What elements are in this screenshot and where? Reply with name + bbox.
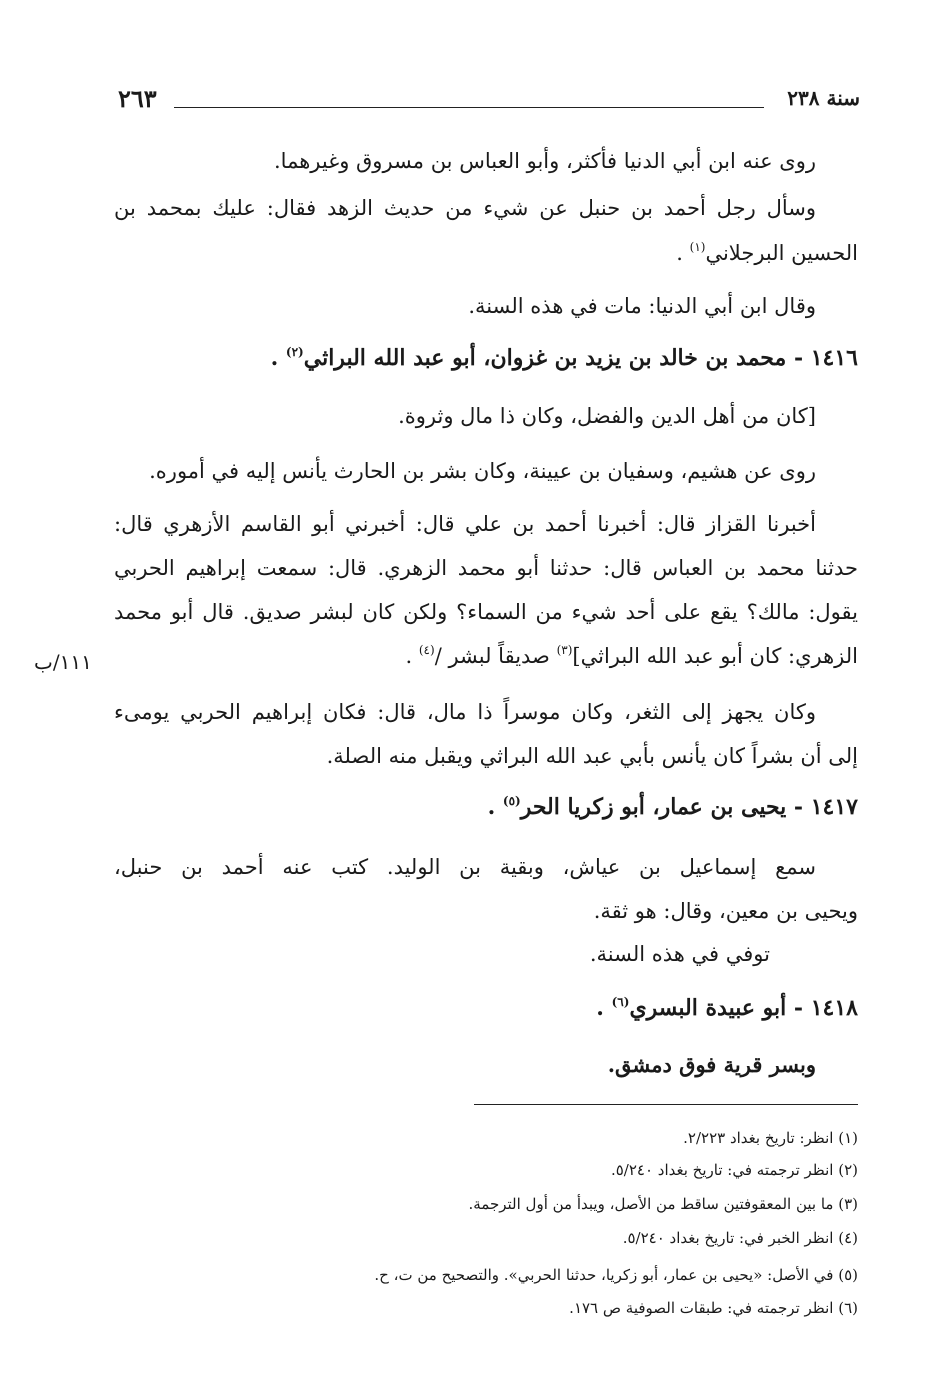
text-line: حدثنا محمد بن العباس قال: حدثنا أبو محمد الزهري. قال: سمعت إبراهيم الحربي	[114, 556, 858, 580]
footnote: (٦) انظر ترجمته في: طبقات الصوفية ص ١٧٦.	[569, 1299, 858, 1317]
footnote-ref: (٥)	[502, 794, 521, 808]
footnote: (١) انظر: تاريخ بغداد ٢/٢٢٣.	[683, 1129, 858, 1147]
entry-heading: ١٤١٦ - محمد بن خالد بن يزيد بن غزوان، أبو عبد الله البراثي$^{(٢)}$ .	[270, 345, 858, 371]
footnote-ref: (٣)	[556, 643, 573, 657]
text-line: روى عنه ابن أبي الدنيا فأكثر، وأبو العباس بن مسروق وغيرهما.	[274, 149, 816, 173]
text-line: ويحيى بن معين، وقال: هو ثقة.	[593, 899, 858, 923]
text-line: وقال ابن أبي الدنيا: مات في هذه السنة.	[468, 294, 816, 318]
text-line: يقول: مالك؟ يقع على أحد شيء من السماء؟ ولكن كان لبشر صديق. قال أبو محمد	[114, 600, 858, 624]
text-line: توفي في هذه السنة.	[589, 942, 770, 966]
text-line: روى عن هشيم، وسفيان بن عيينة، وكان بشر بن الحارث يأنس إليه في أموره.	[149, 459, 816, 483]
text-line: إلى أن بشراً كان يأنس بأبي عبد الله البراثي ويقبل منه الصلة.	[326, 744, 858, 768]
footnote-ref: (٢)	[285, 345, 304, 359]
footnote-ref: (١)	[689, 240, 706, 254]
text-line: الزهري: كان أبو عبد الله البراثي]$^{(٣)}$ صديقاً لبشر /$^{(٤)}$ .	[405, 643, 858, 668]
footnote: (٥) في الأصل: «يحيى بن عمار، أبو زكريا، حدثنا الحربي». والتصحيح من ت، ح.	[374, 1266, 858, 1284]
text-line: وكان يجهز إلى الثغر، وكان موسراً ذا مال، قال: فكان إبراهيم الحربي يومىء	[114, 700, 816, 724]
text-line: سمع إسماعيل بن عياش، وبقية بن الوليد. كتب عنه أحمد بن حنبل،	[114, 855, 816, 879]
entry-heading: ١٤١٨ - أبو عبيدة البسري$^{(٦)}$ .	[596, 995, 858, 1021]
text-line: وسأل رجل أحمد بن حنبل عن شيء من حديث الزهد فقال: عليك بمحمد بن	[114, 196, 816, 220]
footnote: (٤) انظر الخبر في: تاريخ بغداد ٥/٢٤٠.	[622, 1229, 858, 1247]
page-number: ٢٦٣	[118, 84, 157, 113]
header-year: سنة ٢٣٨	[787, 86, 860, 110]
text-line: وبسر قرية فوق دمشق.	[607, 1052, 816, 1077]
text-line: الحسين البرجلاني$^{(١)}$ .	[676, 240, 858, 265]
footnote-ref: (٤)	[418, 643, 435, 657]
text-line: [كان من أهل الدين والفضل، وكان ذا مال وثروة.	[398, 404, 816, 428]
footnote: (٣) ما بين المعقوفتين ساقط من الأصل، ويبدأ من أول الترجمة.	[468, 1195, 858, 1213]
page-header	[118, 86, 860, 120]
entry-heading: ١٤١٧ - يحيى بن عمار، أبو زكريا الحر$^{(٥)}$ .	[487, 794, 858, 820]
footnote-separator	[474, 1104, 858, 1105]
footnote-ref: (٦)	[611, 995, 630, 1009]
footnote: (٢) انظر ترجمته في: تاريخ بغداد ٥/٢٤٠.	[610, 1161, 858, 1179]
header-rule	[174, 107, 764, 108]
manuscript-folio-note: ١١١/ب	[34, 650, 92, 674]
text-line: أخبرنا القزاز قال: أخبرنا أحمد بن علي قال: أخبرني أبو القاسم الأزهري قال:	[114, 512, 816, 536]
